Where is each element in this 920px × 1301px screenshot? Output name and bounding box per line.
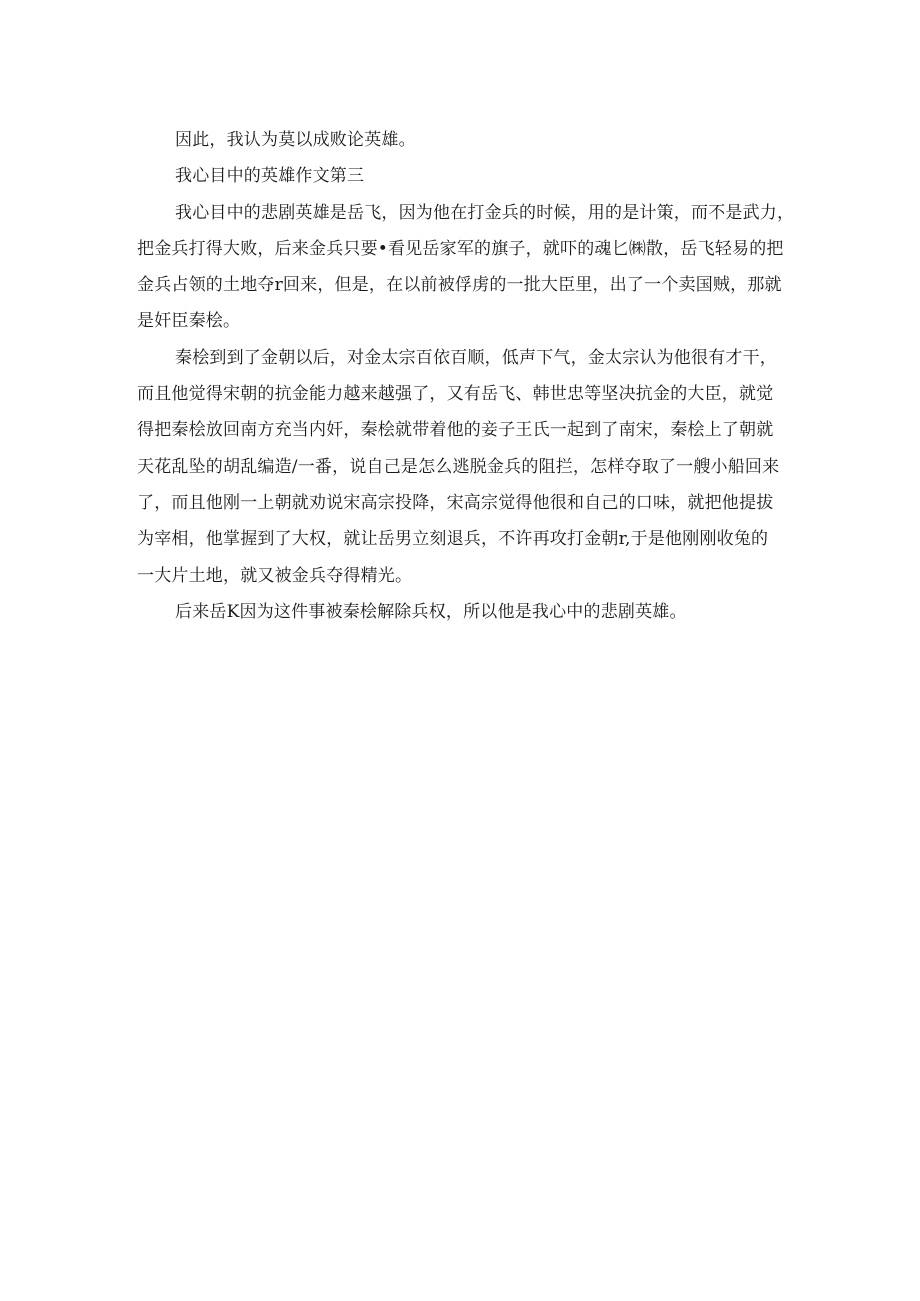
text-line: 而且他觉得宋朝的抗金能力越来越强了，又有岳飞、韩世忠等坚决抗金的大臣，就觉 — [137, 384, 774, 405]
text-line: 为宰相，他掌握到了大权，就让岳男立刻退兵，不许再攻打金朝r,于是他刚刚收兔的 — [137, 529, 769, 550]
document-body — [137, 122, 795, 630]
text-line: 秦桧到到了金朝以后，对金太宗百依百顺，低声下气，金太宗认为他很有才干， — [175, 347, 777, 368]
paragraph-qin-hui — [137, 340, 787, 594]
text-line: 是奸臣秦桧。 — [137, 311, 241, 332]
text-line: 得把秦桧放回南方充当内奸，秦桧就带着他的妾子王氏一起到了南宋，秦桧上了朝就 — [137, 420, 774, 441]
text-line: 因此，我认为莫以成败论英雄。 — [175, 130, 416, 150]
text-line: 把金兵打得大败，后来金兵只要•看见岳家军的旗子，就吓的魂匕㈱散，岳飞轻易的把 — [137, 238, 784, 259]
paragraph-ending — [137, 594, 787, 630]
text-line: 后来岳K因为这件事被秦桧解除兵权，所以他是我心中的悲剧英雄。 — [175, 601, 687, 622]
text-line: 我心目中的英雄作文第三 — [175, 166, 365, 187]
text-line: 金兵占领的土地夺r回来，但是，在以前被俘虏的一批大臣里，出了一个卖国贼，那就 — [137, 275, 782, 296]
paragraph-yue-fei — [137, 195, 795, 340]
text-line: 了，而且他刚一上朝就劝说宋高宗投降，宋高宗觉得他很和自己的口味，就把他提拔 — [137, 492, 774, 513]
text-line: 一大片土地，就又被金兵夺得精光。 — [137, 565, 413, 586]
section-heading — [137, 158, 787, 194]
paragraph-conclusion — [137, 122, 787, 158]
text-line: 天花乱坠的胡乱编造/一番，说自己是怎么逃脱金兵的阻拦，怎样夺取了一艘小船回来 — [137, 456, 780, 477]
text-line: 我心目中的悲剧英雄是岳飞，因为他在打金兵的时候，用的是计策，而不是武力， — [175, 202, 795, 223]
